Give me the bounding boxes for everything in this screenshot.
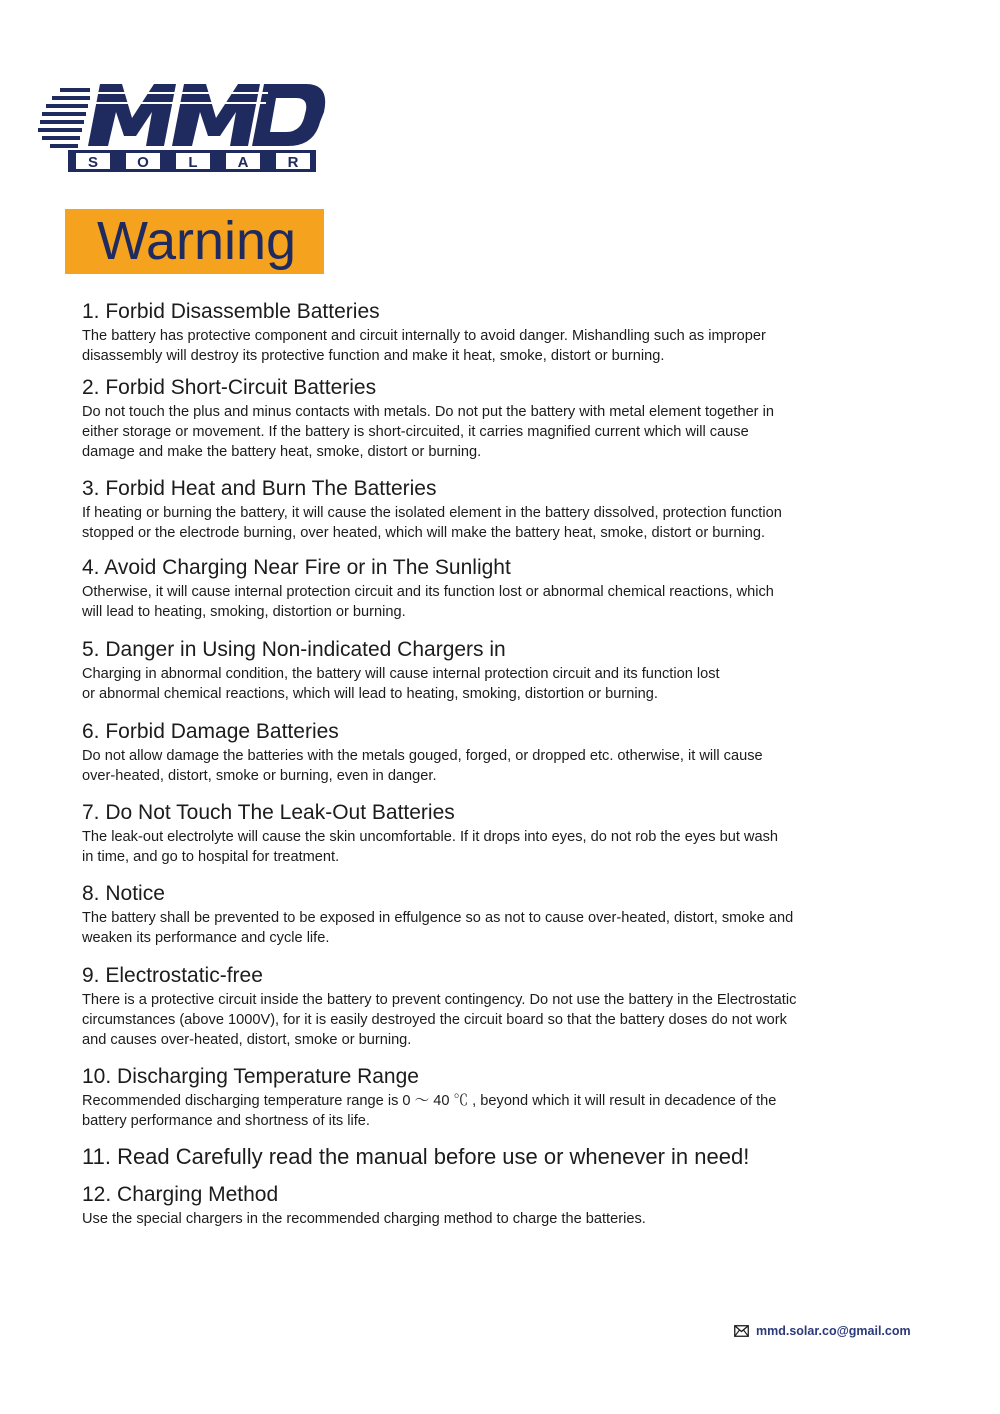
section-heading: 6. Forbid Damage Batteries [82, 720, 339, 743]
section-text-line: There is a protective circuit inside the battery to prevent contingency. Do not use the battery in the Electrostatic [82, 992, 797, 1008]
section-text-line: Do not touch the plus and minus contacts with metals. Do not put the battery with metal element together in [82, 404, 774, 420]
section-heading: 5. Danger in Using Non-indicated Chargers in [82, 638, 506, 661]
section-text-line: Do not allow damage the batteries with the metals gouged, forged, or dropped etc. otherwise, it will cause [82, 748, 763, 764]
section-heading: 8. Notice [82, 882, 165, 905]
section-11 [82, 1144, 842, 1170]
section-1 [82, 299, 842, 366]
svg-text:A: A [237, 154, 249, 171]
section-heading: 2. Forbid Short-Circuit Batteries [82, 376, 377, 399]
section-text-line: The battery shall be prevented to be exposed in effulgence so as not to cause over-heated, distort, smoke and [82, 910, 794, 926]
section-heading: 3. Forbid Heat and Burn The Batteries [82, 477, 437, 500]
section-heading: 9. Electrostatic-free [82, 964, 263, 987]
section-2 [82, 375, 842, 462]
section-heading: 1. Forbid Disassemble Batteries [82, 300, 380, 323]
svg-text:R: R [287, 154, 299, 171]
section-12 [82, 1182, 842, 1229]
section-heading: 12. Charging Method [82, 1183, 279, 1206]
section-text-line: stopped or the electrode burning, over heated, which will make the battery heat, smoke, distort or burning. [82, 525, 766, 541]
section-text-line: weaken its performance and cycle life. [82, 930, 330, 946]
section-heading: 10. Discharging Temperature Range [82, 1065, 419, 1088]
section-text-line: over-heated, distort, smoke or burning, even in danger. [82, 768, 437, 784]
section-text-line: either storage or movement. If the battery is short-circuited, it carries magnified current which will cause [82, 424, 749, 440]
email-link[interactable]: mmd.solar.co@gmail.com [756, 1324, 911, 1338]
section-text-line: disassembly will destroy its protective function and make it heat, smoke, distort or burning. [82, 348, 665, 364]
section-text-line: The battery has protective component and circuit internally to avoid danger. Mishandling such as improper [82, 328, 766, 344]
section-4 [82, 555, 842, 622]
section-text-line: Otherwise, it will cause internal protection circuit and its function lost or abnormal chemical reactions, which [82, 584, 774, 600]
mmd-solar-logo [38, 82, 328, 174]
section-text-line: battery performance and shortness of its life. [82, 1113, 370, 1129]
section-7 [82, 800, 842, 867]
section-text-line: The leak-out electrolyte will cause the skin uncomfortable. If it drops into eyes, do not rob the eyes but wash [82, 829, 779, 845]
section-text-line: Use the special chargers in the recommended charging method to charge the batteries. [82, 1211, 646, 1227]
section-text-line: Charging in abnormal condition, the battery will cause internal protection circuit and its function lost [82, 666, 720, 682]
section-9 [82, 963, 842, 1050]
svg-text:L: L [188, 154, 198, 171]
section-heading: 4. Avoid Charging Near Fire or in The Sunlight [82, 556, 511, 579]
footer-contact [734, 1321, 911, 1341]
section-text-line: Recommended discharging temperature range is 0 ～ 40 ℃ , beyond which it will result in decadence of the [82, 1093, 777, 1109]
section-5 [82, 637, 842, 704]
mail-icon [734, 1325, 749, 1337]
section-3 [82, 476, 842, 543]
svg-text:S: S [87, 154, 99, 171]
section-heading: 7. Do Not Touch The Leak-Out Batteries [82, 801, 455, 824]
section-6 [82, 719, 842, 786]
section-8 [82, 881, 842, 948]
section-text-line: will lead to heating, smoking, distortion or burning. [82, 604, 406, 620]
section-text-line: damage and make the battery heat, smoke, distort or burning. [82, 444, 482, 460]
section-text-line: or abnormal chemical reactions, which will lead to heating, smoking, distortion or burning. [82, 686, 658, 702]
page-title: Warning [97, 211, 297, 271]
section-text-line: in time, and go to hospital for treatment. [82, 849, 340, 865]
section-text-line: If heating or burning the battery, it will cause the isolated element in the battery dissolved, protection function [82, 505, 782, 521]
section-heading: 11. Read Carefully read the manual before use or whenever in need! [82, 1144, 750, 1169]
section-text-line: and causes over-heated, distort, smoke or burning. [82, 1032, 412, 1048]
section-10 [82, 1064, 842, 1131]
svg-text:O: O [137, 154, 149, 171]
section-text-line: circumstances (above 1000V), for it is easily destroyed the circuit board so that the battery doses do not work [82, 1012, 787, 1028]
